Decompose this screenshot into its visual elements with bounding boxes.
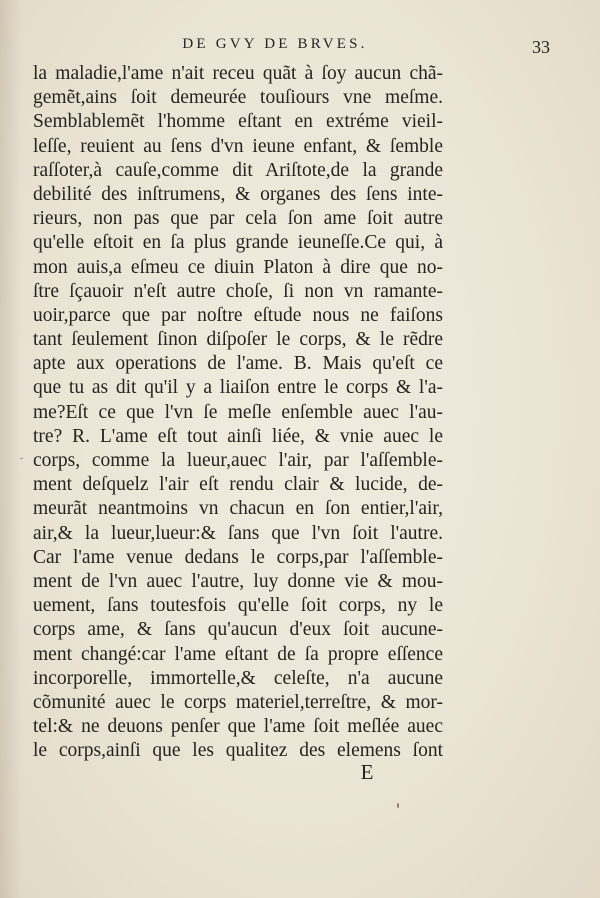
text-line: la maladie,l'ame n'ait receu quãt à ſoy aucun chã- <box>33 63 443 84</box>
text-line: le corps,ainſi que les qualitez des elemens ſont <box>33 740 443 762</box>
gutter-shadow <box>0 0 22 898</box>
text-line: raſſoter,à cauſe,comme dit Ariſtote,de la grande <box>33 159 443 181</box>
page-number: 33 <box>532 37 550 57</box>
text-line: tre? R. L'ame eſt tout ainſi liée, & vnie auec le <box>33 425 443 447</box>
text-line: tel:& ne deuons penſer que l'ame ſoit meſlée auec <box>33 716 443 738</box>
text-line: qu'elle eſtoit en ſa plus grande ieuneſſe.Ce qui, à <box>33 232 443 254</box>
text-line: Semblablemẽt l'homme eſtant en extréme vieil- <box>33 111 443 133</box>
text-line: corps, comme la lueur,auec l'air, par l'aſſemble- <box>33 450 443 471</box>
text-line: me?Eſt ce que l'vn ſe meſle enſemble auec l'au- <box>33 401 443 423</box>
running-title: DE GVY DE BRVES. <box>182 36 368 52</box>
text-line: ſtre ſçauoir n'eſt autre choſe, ſi non vn ramante- <box>33 280 443 302</box>
text-line: apte aux operations de l'ame. B. Mais qu'eſt ce <box>33 353 443 375</box>
text-line: meurãt neantmoins vn chacun en ſon entier,l'air, <box>33 498 443 520</box>
text-line: mon auis,a eſmeu ce diuin Platon à dire que no- <box>33 256 443 278</box>
text-line: ment deſquelz l'air eſt rendu clair & lucide, de- <box>33 474 443 496</box>
text-line: Car l'ame venue dedans le corps,par l'aſſemble- <box>33 546 443 568</box>
paper-speck <box>397 803 399 808</box>
text-line: uoir,parce que par noſtre eſtude nous ne faiſons <box>33 304 443 326</box>
text-line: que tu as dit qu'il y a liaiſon entre le corps & l'a- <box>33 377 443 399</box>
text-line: corps ame, & ſans qu'aucun d'eux ſoit aucune- <box>33 619 443 641</box>
text-line: ment changé:car l'ame eſtant de ſa propre eſſence <box>33 643 443 665</box>
signature-mark: E <box>360 760 374 784</box>
text-line: tant ſeulement ſinon diſpoſer le corps, & le rẽdre <box>33 329 443 351</box>
text-line: gemẽt,ains ſoit demeurée touſiours vne meſme. <box>33 87 443 109</box>
text-line: leſſe, reuient au ſens d'vn ieune enfant, & ſemble <box>33 135 443 157</box>
text-line: rieurs, non pas que par cela ſon ame ſoit autre <box>33 208 443 230</box>
body-text <box>33 62 443 763</box>
paper-speck <box>20 458 23 459</box>
text-line: cõmunité auec le corps materiel,terreſtre, & mor- <box>33 691 443 713</box>
text-line: ment de l'vn auec l'autre, luy donne vie & mou- <box>33 570 443 592</box>
text-line: air,& la lueur,lueur:& ſans que l'vn ſoit l'autre. <box>33 522 443 544</box>
text-line: uement, ſans toutesfois qu'elle ſoit corps, ny le <box>33 595 443 617</box>
text-line: debilité des inſtrumens, & organes des ſens inte- <box>33 183 443 205</box>
text-line: incorporelle, immortelle,& celeſte, n'a aucune <box>33 667 443 689</box>
